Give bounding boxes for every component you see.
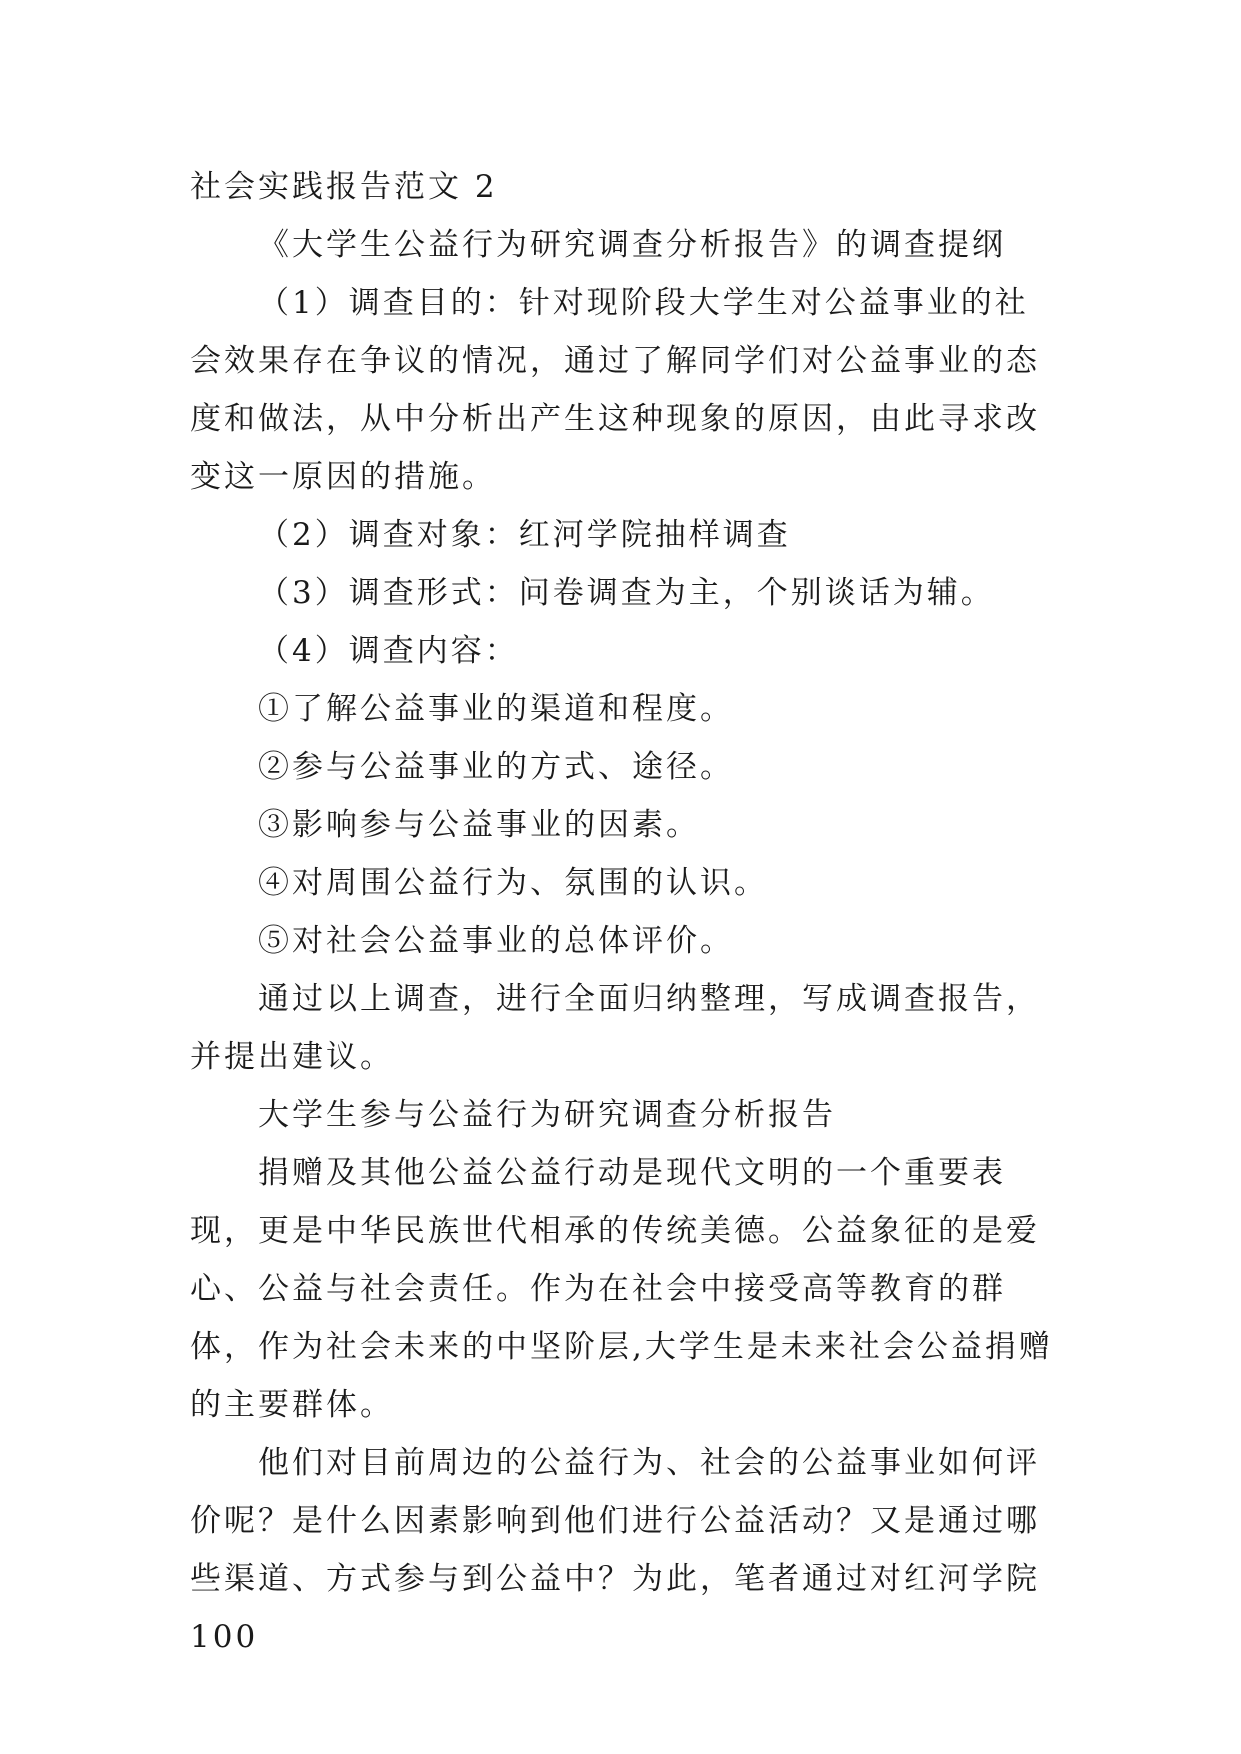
content-list-item: ⑤对社会公益事业的总体评价。 — [258, 923, 734, 959]
report-title: 大学生参与公益行为研究调查分析报告 — [258, 1097, 836, 1133]
body-paragraph-2: 他们对目前周边的公益行为、社会的公益事业如何评价呢？是什么因素影响到他们进行公益活动？又是通过哪些渠道、方式参与到公益中？为此，笔者通过对红河学院 100 — [190, 1445, 1040, 1655]
survey-target: （2）调查对象：红河学院抽样调查 — [258, 517, 791, 553]
content-list-item: ②参与公益事业的方式、途径。 — [258, 749, 734, 785]
content-list-item: ④对周围公益行为、氛围的认识。 — [258, 865, 768, 901]
survey-form: （3）调查形式：问卷调查为主，个别谈话为辅。 — [258, 575, 995, 611]
outline-title: 《大学生公益行为研究调查分析报告》的调查提纲 — [258, 227, 1006, 263]
survey-content-label: （4）调查内容： — [258, 633, 519, 669]
document-heading: 社会实践报告范文 2 — [190, 169, 498, 205]
body-paragraph-1: 捐赠及其他公益公益行动是现代文明的一个重要表现，更是中华民族世代相承的传统美德。公益象征的是爱心、公益与社会责任。作为在社会中接受高等教育的群体，作为社会未来的中坚阶层,大学生是未来社会公益捐赠的主要群体。 — [190, 1155, 1053, 1423]
content-list-item: ③影响参与公益事业的因素。 — [258, 807, 700, 843]
document-body — [190, 158, 1060, 1666]
summary-paragraph: 通过以上调查，进行全面归纳整理，写成调查报告，并提出建议。 — [190, 981, 1040, 1075]
content-list-item: ①了解公益事业的渠道和程度。 — [258, 691, 734, 727]
survey-purpose: （1）调查目的：针对现阶段大学生对公益事业的社会效果存在争议的情况，通过了解同学们对公益事业的态度和做法，从中分析出产生这种现象的原因，由此寻求改变这一原因的措施。 — [190, 285, 1040, 495]
